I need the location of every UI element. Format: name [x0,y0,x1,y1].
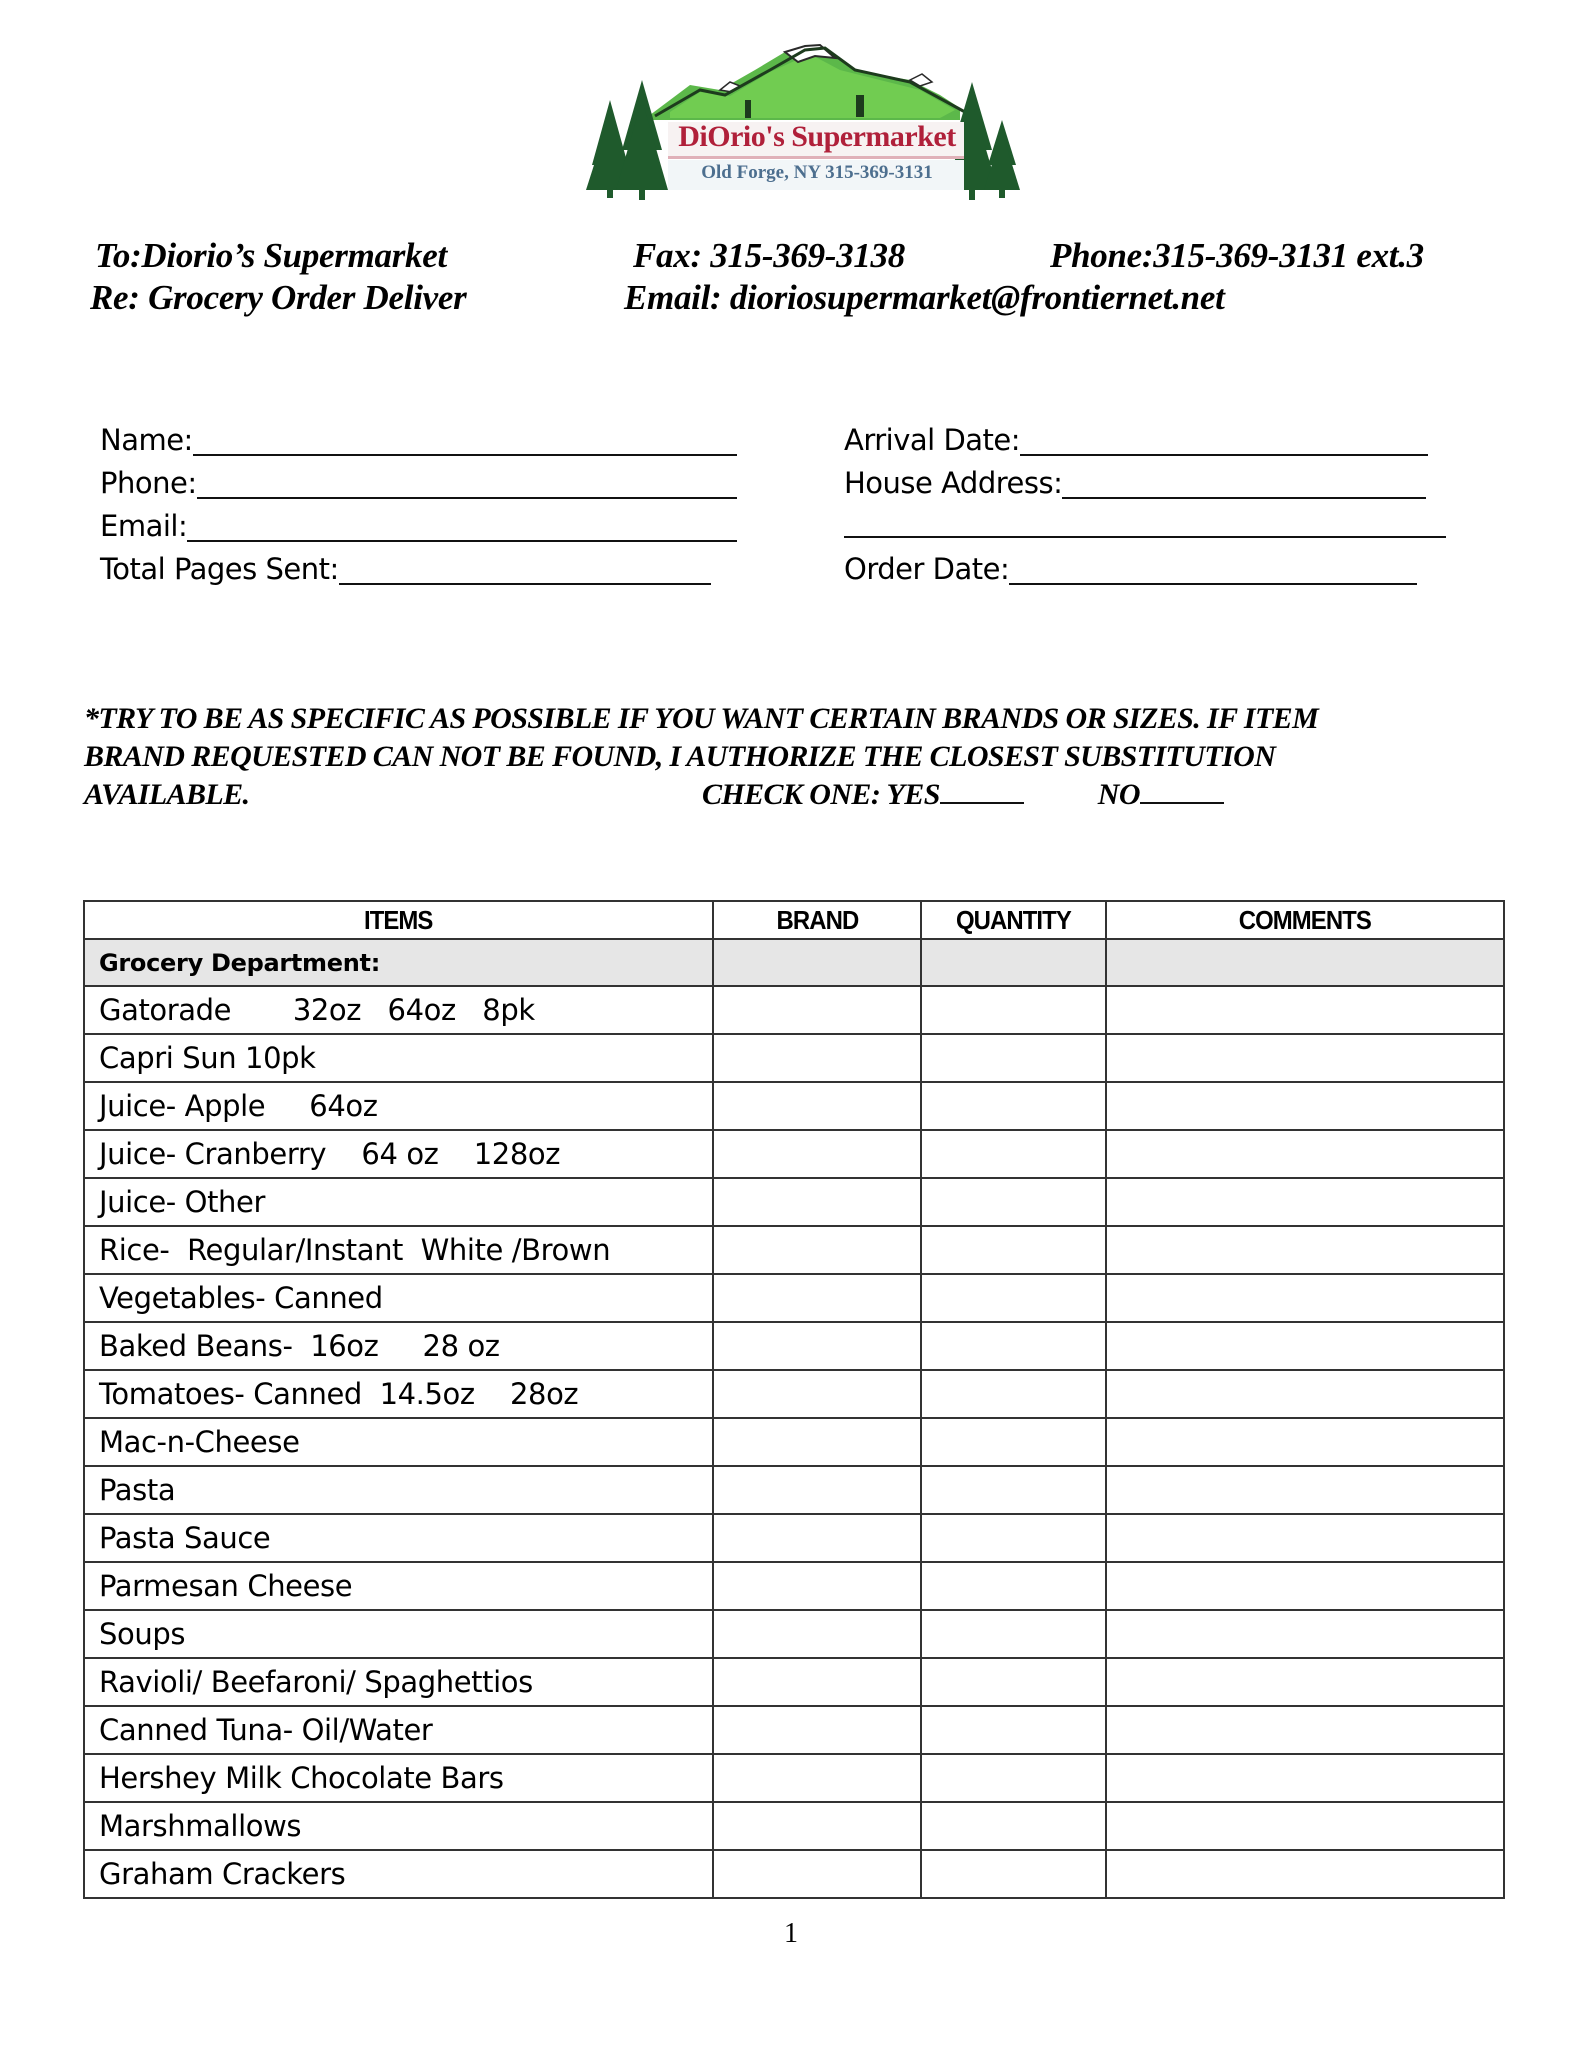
total-pages-field [100,549,711,589]
brand-input-cell[interactable] [713,1418,921,1466]
re-line: Re: Grocery Order Deliver [90,278,467,317]
instructions-line-2: BRAND REQUESTED CAN NOT BE FOUND, I AUTHORIZE THE CLOSEST SUBSTITUTION [84,740,1276,773]
quantity-input-cell[interactable] [921,1706,1106,1754]
check-one-yes-label: CHECK ONE: YES [702,778,940,811]
comments-input-cell[interactable] [1106,1370,1504,1418]
table-row [84,1514,1504,1562]
brand-input-cell[interactable] [713,1610,921,1658]
quantity-input-cell[interactable] [921,1370,1106,1418]
quantity-input-cell[interactable] [921,1082,1106,1130]
table-row [84,1850,1504,1898]
table-row [84,1658,1504,1706]
quantity-input-cell[interactable] [921,1658,1106,1706]
quantity-input-cell[interactable] [921,1754,1106,1802]
item-name-cell: Hershey Milk Chocolate Bars [84,1754,713,1802]
email-address: Email: dioriosupermarket@frontiernet.net [624,278,1225,317]
comments-input-cell[interactable] [1106,1802,1504,1850]
item-name-cell: Juice- Apple 64oz [84,1082,713,1130]
brand-input-cell[interactable] [713,1754,921,1802]
arrival-date-input[interactable] [1020,424,1428,456]
instructions-line-3 [84,776,1504,814]
comments-input-cell[interactable] [1106,1466,1504,1514]
comments-input-cell[interactable] [1106,1850,1504,1898]
item-name-cell: Parmesan Cheese [84,1562,713,1610]
comments-input-cell[interactable] [1106,1178,1504,1226]
brand-input-cell[interactable] [713,1514,921,1562]
yes-check-blank[interactable] [940,776,1024,804]
quantity-input-cell[interactable] [921,1130,1106,1178]
item-name-cell: Capri Sun 10pk [84,1034,713,1082]
brand-input-cell[interactable] [713,1802,921,1850]
table-row [84,1178,1504,1226]
table-row [84,1754,1504,1802]
comments-input-cell[interactable] [1106,1274,1504,1322]
item-name-cell: Baked Beans- 16oz 28 oz [84,1322,713,1370]
table-row [84,1082,1504,1130]
item-name-cell: Ravioli/ Beefaroni/ Spaghettios [84,1658,713,1706]
quantity-input-cell[interactable] [921,1178,1106,1226]
quantity-input-cell[interactable] [921,1562,1106,1610]
table-row [84,1418,1504,1466]
arrival-date-label: Arrival Date: [844,423,1021,457]
total-pages-label: Total Pages Sent: [100,552,339,586]
phone-number: Phone:315-369-3131 ext.3 [1050,236,1424,275]
table-row [84,1130,1504,1178]
brand-input-cell[interactable] [713,1658,921,1706]
quantity-input-cell[interactable] [921,1802,1106,1850]
no-label: NO [1097,778,1140,811]
comments-input-cell[interactable] [1106,1658,1504,1706]
brand-input-cell[interactable] [713,1034,921,1082]
name-field [100,420,737,460]
department-brand-cell [713,939,921,986]
brand-input-cell[interactable] [713,1274,921,1322]
brand-input-cell[interactable] [713,1562,921,1610]
comments-input-cell[interactable] [1106,1322,1504,1370]
instructions-line-1: *TRY TO BE AS SPECIFIC AS POSSIBLE IF YOU WANT CERTAIN BRANDS OR SIZES. IF ITEM [84,702,1319,735]
email-field [100,506,737,546]
quantity-input-cell[interactable] [921,1274,1106,1322]
quantity-input-cell[interactable] [921,1610,1106,1658]
comments-input-cell[interactable] [1106,1082,1504,1130]
fax-number: Fax: 315-369-3138 [633,236,905,275]
instructions-available: AVAILABLE. [84,778,250,811]
comments-input-cell[interactable] [1106,1754,1504,1802]
page-number: 1 [784,1918,798,1949]
house-address-input[interactable] [1062,467,1426,499]
quantity-input-cell[interactable] [921,986,1106,1034]
name-input[interactable] [193,424,737,456]
column-header-brand: BRAND [713,901,921,939]
brand-input-cell[interactable] [713,1466,921,1514]
item-name-cell: Vegetables- Canned [84,1274,713,1322]
item-name-cell: Rice- Regular/Instant White /Brown [84,1226,713,1274]
no-check-blank[interactable] [1140,776,1224,804]
to-line: To:Diorio’s Supermarket [95,236,447,275]
department-comments-cell [1106,939,1504,986]
phone-label: Phone: [100,466,197,500]
name-label: Name: [100,423,193,457]
quantity-input-cell[interactable] [921,1226,1106,1274]
comments-input-cell[interactable] [1106,1034,1504,1082]
item-name-cell: Pasta Sauce [84,1514,713,1562]
logo-store-name: DiOrio's Supermarket [678,120,956,153]
quantity-input-cell[interactable] [921,1850,1106,1898]
logo-tagline: Old Forge, NY 315-369-3131 [701,162,933,183]
email-input[interactable] [187,510,737,542]
table-row [84,1562,1504,1610]
total-pages-input[interactable] [339,553,711,585]
department-row [84,939,1504,986]
table-row [84,1274,1504,1322]
table-row [84,1370,1504,1418]
quantity-input-cell[interactable] [921,1514,1106,1562]
item-name-cell: Mac-n-Cheese [84,1418,713,1466]
table-row [84,1610,1504,1658]
comments-input-cell[interactable] [1106,1514,1504,1562]
substitution-instructions [84,700,1504,814]
table-row [84,1034,1504,1082]
item-name-cell: Soups [84,1610,713,1658]
brand-input-cell[interactable] [713,1082,921,1130]
quantity-input-cell[interactable] [921,1322,1106,1370]
item-name-cell: Juice- Other [84,1178,713,1226]
item-name-cell: Pasta [84,1466,713,1514]
column-header-quantity: QUANTITY [921,901,1106,939]
item-name-cell: Marshmallows [84,1802,713,1850]
brand-input-cell[interactable] [713,1850,921,1898]
department-label: Grocery Department: [84,939,713,986]
house-address-field [844,463,1426,503]
order-date-input[interactable] [1009,553,1417,585]
table-header-row [84,901,1504,939]
quantity-input-cell[interactable] [921,1466,1106,1514]
column-header-items: ITEMS [84,901,713,939]
substitution-check [702,776,1224,814]
phone-field [100,463,737,503]
item-name-cell: Gatorade 32oz 64oz 8pk [84,986,713,1034]
item-name-cell: Tomatoes- Canned 14.5oz 28oz [84,1370,713,1418]
brand-input-cell[interactable] [713,1130,921,1178]
brand-input-cell[interactable] [713,1226,921,1274]
house-address-line2-input[interactable] [844,506,1446,538]
item-name-cell: Graham Crackers [84,1850,713,1898]
quantity-input-cell[interactable] [921,1034,1106,1082]
table-row [84,1226,1504,1274]
brand-input-cell[interactable] [713,986,921,1034]
brand-input-cell[interactable] [713,1322,921,1370]
comments-input-cell[interactable] [1106,1418,1504,1466]
email-label: Email: [100,509,188,543]
phone-input[interactable] [197,467,737,499]
table-row [84,1706,1504,1754]
column-header-comments: COMMENTS [1106,901,1504,939]
store-logo [580,40,1020,205]
brand-input-cell[interactable] [713,1706,921,1754]
comments-input-cell[interactable] [1106,1706,1504,1754]
order-date-field [844,549,1417,589]
brand-input-cell[interactable] [713,1370,921,1418]
quantity-input-cell[interactable] [921,1418,1106,1466]
order-date-label: Order Date: [844,552,1010,586]
grocery-order-table [83,900,1505,1899]
table-row [84,1802,1504,1850]
item-name-cell: Canned Tuna- Oil/Water [84,1706,713,1754]
house-address-line2-field [844,506,1446,542]
table-row [84,1322,1504,1370]
brand-input-cell[interactable] [713,1178,921,1226]
table-row [84,1466,1504,1514]
table-row [84,986,1504,1034]
arrival-date-field [844,420,1428,460]
comments-input-cell[interactable] [1106,1610,1504,1658]
house-address-label: House Address: [844,466,1063,500]
comments-input-cell[interactable] [1106,1130,1504,1178]
item-name-cell: Juice- Cranberry 64 oz 128oz [84,1130,713,1178]
comments-input-cell[interactable] [1106,986,1504,1034]
department-quantity-cell [921,939,1106,986]
comments-input-cell[interactable] [1106,1562,1504,1610]
comments-input-cell[interactable] [1106,1226,1504,1274]
